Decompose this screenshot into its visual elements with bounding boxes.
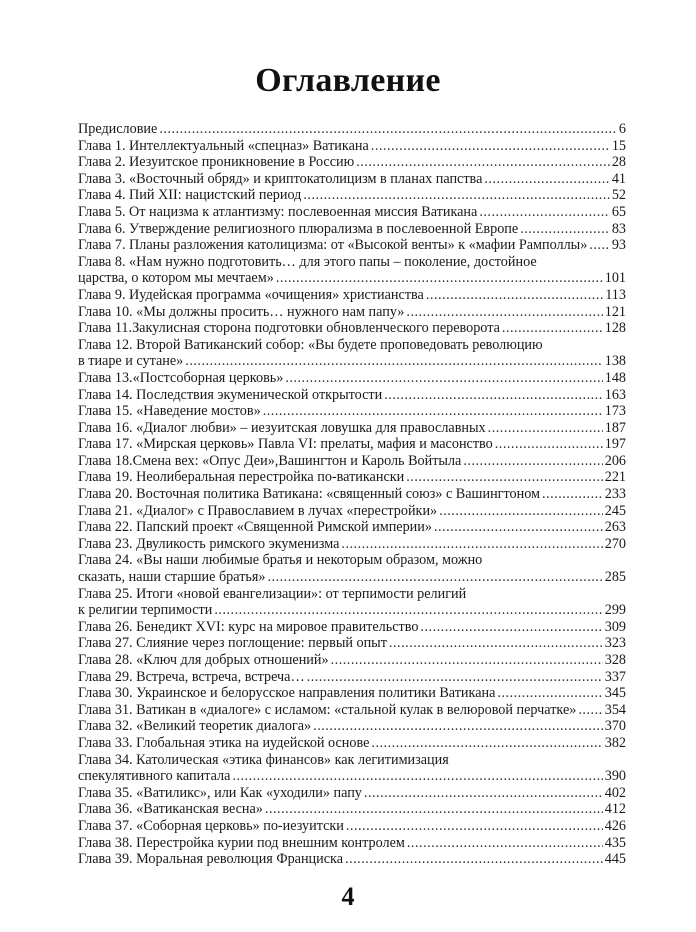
toc-entry-page: 323 bbox=[604, 635, 626, 652]
dot-leader bbox=[463, 453, 602, 470]
toc-entry-page: 113 bbox=[605, 286, 626, 303]
toc-entry-row bbox=[78, 818, 626, 835]
toc-entry[interactable] bbox=[78, 138, 626, 155]
toc-entry-row bbox=[78, 669, 626, 686]
dot-leader bbox=[488, 420, 603, 437]
toc-entry-row bbox=[78, 187, 626, 204]
toc-entry[interactable] bbox=[78, 619, 626, 636]
toc-entry-row bbox=[78, 602, 626, 619]
toc-entry[interactable] bbox=[78, 752, 626, 785]
toc-entry-title: Глава 18.Смена вех: «Опус Деи»,Вашингтон и Кароль Войтыла bbox=[78, 452, 462, 469]
toc-entry-title: Глава 13.«Постсоборная церковь» bbox=[78, 369, 284, 386]
dot-leader bbox=[364, 785, 603, 802]
toc-entry-row bbox=[78, 403, 626, 420]
toc-entry-page: 245 bbox=[604, 502, 626, 519]
toc-entry-title: Глава 21. «Диалог» с Православием в лучах «перестройки» bbox=[78, 502, 438, 519]
toc-entry-row bbox=[78, 121, 626, 138]
toc-entry-page: 285 bbox=[604, 569, 626, 586]
toc-entry-page: 197 bbox=[604, 436, 626, 453]
dot-leader bbox=[341, 536, 602, 553]
toc-entry-title: Глава 2. Иезуитское проникновение в Россию bbox=[78, 154, 355, 171]
dot-leader bbox=[263, 403, 603, 420]
toc-entry-page: 370 bbox=[604, 718, 626, 735]
toc-entry-title-line: Глава 12. Второй Ватиканский собор: «Вы будете проповедовать революцию bbox=[78, 336, 543, 353]
toc-entry[interactable] bbox=[78, 586, 626, 619]
dot-leader bbox=[285, 370, 602, 387]
toc-entry-title: Глава 28. «Ключ для добрых отношений» bbox=[78, 652, 329, 668]
toc-entry[interactable] bbox=[78, 635, 626, 652]
toc-entry[interactable] bbox=[78, 486, 626, 503]
toc-entry-title: царства, о котором мы мечтаем» bbox=[78, 270, 274, 287]
dot-leader bbox=[159, 121, 617, 138]
toc-entry[interactable] bbox=[78, 420, 626, 437]
toc-entry-page: 328 bbox=[604, 652, 626, 668]
toc-entry[interactable] bbox=[78, 154, 626, 171]
toc-entry-row bbox=[78, 503, 626, 520]
toc-entry-title: Глава 23. Двуликость римского экуменизма bbox=[78, 535, 340, 552]
toc-entry-row bbox=[78, 635, 626, 652]
dot-leader bbox=[267, 569, 602, 586]
toc-entry-page: 148 bbox=[604, 369, 626, 386]
toc-entry-title: сказать, наши старшие братья» bbox=[78, 569, 266, 586]
dot-leader bbox=[407, 835, 603, 852]
toc-entry[interactable] bbox=[78, 403, 626, 420]
toc-entry-title-line: Глава 24. «Вы наши любимые братья и некоторым образом, можно bbox=[78, 552, 483, 569]
toc-entry[interactable] bbox=[78, 304, 626, 321]
dot-leader bbox=[578, 702, 602, 719]
dot-leader bbox=[303, 187, 609, 204]
dot-leader bbox=[495, 436, 603, 453]
dot-leader bbox=[276, 270, 603, 287]
dot-leader bbox=[265, 801, 603, 818]
toc-entry[interactable] bbox=[78, 337, 626, 370]
toc-entry-page: 121 bbox=[604, 303, 626, 320]
toc-entry[interactable] bbox=[78, 370, 626, 387]
toc-entry-page: 138 bbox=[604, 353, 626, 370]
toc-entry-title: Глава 9. Иудейская программа «очищения» христианства bbox=[78, 286, 424, 303]
toc-entry[interactable] bbox=[78, 121, 626, 138]
toc-entry[interactable] bbox=[78, 519, 626, 536]
toc-entry-page: 101 bbox=[604, 270, 626, 287]
toc-entry-row bbox=[78, 221, 626, 238]
toc-entry-row bbox=[78, 138, 626, 155]
toc-entry-title: Глава 17. «Мирская церковь» Павла VI: прелаты, мафия и масонство bbox=[78, 436, 493, 453]
dot-leader bbox=[307, 669, 603, 686]
toc-entry-title: Глава 33. Глобальная этика на иудейской основе bbox=[78, 734, 370, 751]
dot-leader bbox=[345, 851, 603, 868]
toc-entry-page: 233 bbox=[604, 486, 626, 503]
toc-entry-row bbox=[78, 619, 626, 636]
toc-entry-row bbox=[78, 171, 626, 188]
dot-leader bbox=[313, 718, 603, 735]
toc-entry-page: 93 bbox=[611, 237, 626, 254]
dot-leader bbox=[406, 469, 602, 486]
toc-entry-title: Глава 26. Бенедикт XVI: курс на мировое правительство bbox=[78, 618, 419, 635]
toc-entry[interactable] bbox=[78, 320, 626, 337]
toc-entry-title: Глава 4. Пий XII: нацистский период bbox=[78, 187, 302, 204]
toc-entry-page: 412 bbox=[604, 801, 626, 818]
toc-entry[interactable] bbox=[78, 221, 626, 238]
dot-leader bbox=[371, 735, 602, 752]
toc-entry-page: 187 bbox=[604, 419, 626, 436]
dot-leader bbox=[502, 320, 603, 337]
toc-entry-row bbox=[78, 320, 626, 337]
toc-entry[interactable] bbox=[78, 851, 626, 868]
toc-entry[interactable] bbox=[78, 237, 626, 254]
toc-entry-title: Глава 1. Интеллектуальный «спецназ» Ватикана bbox=[78, 137, 369, 154]
toc-entry-page: 390 bbox=[604, 768, 626, 785]
toc-entry-page: 309 bbox=[604, 618, 626, 635]
dot-leader bbox=[479, 204, 609, 221]
toc-entry[interactable] bbox=[78, 785, 626, 802]
page-title: Оглавление bbox=[255, 62, 441, 99]
toc-entry-title-line: Глава 34. Католическая «этика финансов» как легитимизация bbox=[78, 751, 449, 768]
toc-entry[interactable] bbox=[78, 718, 626, 735]
toc-entry-title: Глава 29. Встреча, встреча, встреча… bbox=[78, 668, 305, 685]
toc-entry-row bbox=[78, 436, 626, 453]
dot-leader bbox=[389, 635, 603, 652]
toc-entry-title: Глава 11.Закулисная сторона подготовки обновленческого переворота bbox=[78, 320, 500, 337]
toc-entry-page: 263 bbox=[604, 519, 626, 536]
dot-leader bbox=[371, 138, 610, 155]
toc-entry-page: 65 bbox=[611, 203, 626, 220]
dot-leader bbox=[420, 619, 602, 636]
toc-entry-row bbox=[78, 851, 626, 868]
toc-entry[interactable] bbox=[78, 503, 626, 520]
toc-entry[interactable] bbox=[78, 702, 626, 719]
dot-leader bbox=[484, 171, 609, 188]
toc-entry-title: Глава 27. Слияние через поглощение: первый опыт bbox=[78, 635, 387, 652]
toc-entry-title: в тиаре и сутане» bbox=[78, 353, 184, 370]
dot-leader bbox=[232, 768, 602, 785]
toc-entry[interactable] bbox=[78, 735, 626, 752]
toc-entry-row bbox=[78, 569, 626, 586]
toc-entry-row bbox=[78, 204, 626, 221]
toc-entry-row bbox=[78, 154, 626, 171]
dot-leader bbox=[214, 602, 602, 619]
toc-entry-row bbox=[78, 370, 626, 387]
toc-entry[interactable] bbox=[78, 287, 626, 304]
toc-entry[interactable] bbox=[78, 171, 626, 188]
toc-entry-title: Глава 16. «Диалог любви» – иезуитская ловушка для православных bbox=[78, 419, 486, 436]
toc-entry-page: 402 bbox=[604, 784, 626, 801]
toc-entry[interactable] bbox=[78, 387, 626, 404]
toc-entry-page: 435 bbox=[604, 834, 626, 851]
dot-leader bbox=[497, 685, 602, 702]
toc-entry[interactable] bbox=[78, 669, 626, 686]
table-of-contents bbox=[78, 121, 626, 868]
toc-entry-title: спекулятивного капитала bbox=[78, 768, 231, 785]
toc-entry-title-line: Глава 8. «Нам нужно подготовить… для этого папы – поколение, достойное bbox=[78, 253, 537, 270]
toc-entry-title: Предисловие bbox=[78, 121, 158, 137]
toc-entry-page: 337 bbox=[604, 668, 626, 685]
dot-leader bbox=[439, 503, 603, 520]
toc-entry[interactable] bbox=[78, 536, 626, 553]
toc-entry-page: 270 bbox=[604, 535, 626, 552]
toc-entry-title: Глава 5. От нацизма к атлантизму: послевоенная миссия Ватикана bbox=[78, 203, 478, 220]
toc-entry[interactable] bbox=[78, 652, 626, 669]
toc-entry-title: Глава 30. Украинское и белорусское направления политики Ватикана bbox=[78, 685, 496, 702]
toc-entry-page: 6 bbox=[618, 121, 626, 137]
toc-entry-row bbox=[78, 486, 626, 503]
toc-entry-page: 15 bbox=[611, 137, 626, 154]
toc-entry-row bbox=[78, 453, 626, 470]
toc-entry-page: 426 bbox=[604, 817, 626, 834]
toc-entry-row bbox=[78, 353, 626, 370]
toc-entry[interactable] bbox=[78, 453, 626, 470]
toc-entry-page: 221 bbox=[604, 469, 626, 486]
toc-entry[interactable] bbox=[78, 436, 626, 453]
toc-entry-row bbox=[78, 287, 626, 304]
toc-entry[interactable] bbox=[78, 685, 626, 702]
toc-entry-row bbox=[78, 420, 626, 437]
toc-entry-row bbox=[78, 718, 626, 735]
toc-entry-title: Глава 3. «Восточный обряд» и криптокатолицизм в планах папства bbox=[78, 170, 483, 187]
toc-entry-title: Глава 37. «Соборная церковь» по-иезуитски bbox=[78, 817, 344, 834]
dot-leader bbox=[185, 353, 602, 370]
toc-entry-page: 382 bbox=[604, 734, 626, 751]
toc-entry[interactable] bbox=[78, 187, 626, 204]
toc-entry-row bbox=[78, 536, 626, 553]
toc-entry[interactable] bbox=[78, 801, 626, 818]
toc-entry-row bbox=[78, 801, 626, 818]
toc-entry[interactable] bbox=[78, 469, 626, 486]
toc-entry-page: 206 bbox=[604, 452, 626, 469]
toc-entry-title: Глава 14. Последствия экуменической открытости bbox=[78, 386, 383, 403]
toc-entry-title: Глава 22. Папский проект «Священной Римской империи» bbox=[78, 519, 432, 536]
toc-entry-row bbox=[78, 304, 626, 321]
toc-entry[interactable] bbox=[78, 254, 626, 287]
dot-leader bbox=[384, 387, 602, 404]
toc-entry-page: 52 bbox=[611, 187, 626, 204]
toc-entry-page: 445 bbox=[604, 851, 626, 868]
toc-entry-row bbox=[78, 768, 626, 785]
toc-entry-title: Глава 10. «Мы должны просить… нужного нам папу» bbox=[78, 303, 405, 320]
toc-entry-row bbox=[78, 685, 626, 702]
toc-entry-title: Глава 20. Восточная политика Ватикана: «священный союз» с Вашингтоном bbox=[78, 486, 540, 503]
toc-entry-row bbox=[78, 469, 626, 486]
toc-entry[interactable] bbox=[78, 818, 626, 835]
dot-leader bbox=[356, 154, 610, 171]
toc-entry-row bbox=[78, 237, 626, 254]
toc-entry-title: Глава 19. Неолиберальная перестройка по-ватикански bbox=[78, 469, 405, 486]
toc-entry-page: 41 bbox=[611, 170, 626, 187]
toc-entry-row bbox=[78, 652, 626, 669]
toc-entry-page: 128 bbox=[604, 320, 626, 337]
dot-leader bbox=[346, 818, 603, 835]
toc-entry[interactable] bbox=[78, 552, 626, 585]
toc-entry-page: 83 bbox=[611, 220, 626, 237]
toc-entry-title: Глава 15. «Наведение мостов» bbox=[78, 403, 261, 420]
dot-leader bbox=[589, 237, 610, 254]
dot-leader bbox=[542, 486, 603, 503]
toc-entry-title: Глава 38. Перестройка курии под внешним контролем bbox=[78, 834, 405, 851]
toc-entry-row bbox=[78, 835, 626, 852]
toc-entry-title: Глава 31. Ватикан в «диалоге» с исламом: «стальной кулак в велюровой перчатке» bbox=[78, 701, 577, 718]
dot-leader bbox=[520, 221, 610, 238]
toc-entry-row bbox=[78, 735, 626, 752]
toc-entry-title: Глава 6. Утверждение религиозного плюрализма в послевоенной Европе bbox=[78, 220, 519, 237]
toc-entry-page: 345 bbox=[604, 685, 626, 702]
toc-entry-row bbox=[78, 519, 626, 536]
toc-entry-title: Глава 36. «Ватиканская весна» bbox=[78, 801, 263, 818]
page-number: 4 bbox=[341, 882, 355, 911]
toc-entry-page: 28 bbox=[611, 154, 626, 171]
toc-entry-row bbox=[78, 270, 626, 287]
dot-leader bbox=[426, 287, 603, 304]
toc-entry-page: 299 bbox=[604, 602, 626, 619]
toc-entry-page: 354 bbox=[604, 701, 626, 718]
toc-entry-row bbox=[78, 702, 626, 719]
toc-entry-title: к религии терпимости bbox=[78, 602, 213, 619]
toc-entry-title-line: Глава 25. Итоги «новой евангелизации»: от терпимости религий bbox=[78, 585, 467, 602]
toc-entry-title: Глава 32. «Великий теоретик диалога» bbox=[78, 718, 312, 735]
toc-entry-title: Глава 7. Планы разложения католицизма: от «Высокой венты» к «мафии Рамполлы» bbox=[78, 237, 588, 254]
toc-entry[interactable] bbox=[78, 204, 626, 221]
toc-entry-title: Глава 39. Моральная революция Франциска bbox=[78, 851, 344, 868]
dot-leader bbox=[434, 519, 603, 536]
dot-leader bbox=[331, 652, 603, 669]
toc-entry[interactable] bbox=[78, 835, 626, 852]
toc-entry-page: 163 bbox=[604, 386, 626, 403]
dot-leader bbox=[406, 304, 602, 321]
toc-entry-row bbox=[78, 785, 626, 802]
toc-entry-title: Глава 35. «Ватиликс», или Как «уходили» папу bbox=[78, 784, 362, 801]
toc-entry-row bbox=[78, 387, 626, 404]
toc-entry-page: 173 bbox=[604, 403, 626, 420]
